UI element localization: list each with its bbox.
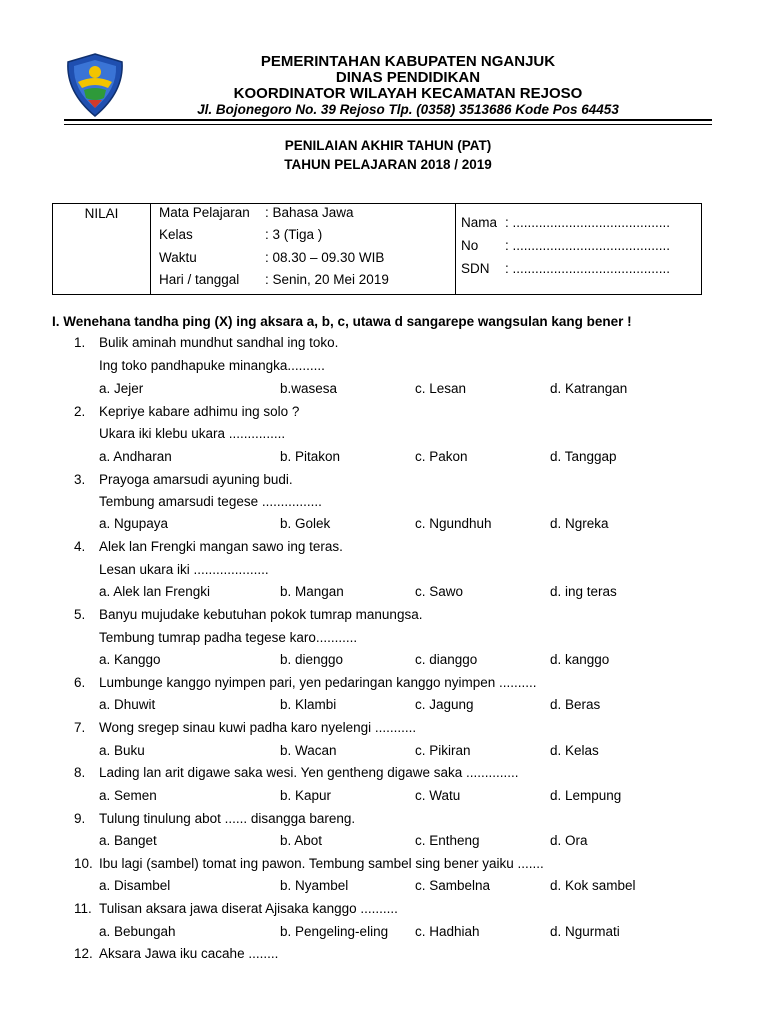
option-b[interactable]: b.wasesa: [280, 381, 338, 396]
question-text: Tulung tinulung abot ...... disangga bareng.: [99, 811, 356, 826]
option-a[interactable]: a. Semen: [99, 788, 157, 803]
time-label: Waktu: [159, 250, 197, 265]
subject-label: Mata Pelajaran: [159, 205, 250, 220]
date-value: : Senin, 20 Mei 2019: [265, 272, 389, 287]
question-text: Tembung amarsudi tegese ................: [99, 494, 322, 509]
header-coordinator: KOORDINATOR WILAYAH KECAMATAN REJOSO: [233, 85, 583, 102]
question-text: Ibu lagi (sambel) tomat ing pawon. Tembung sambel sing bener yaiku .......: [99, 856, 544, 871]
option-c[interactable]: c. Ngundhuh: [415, 516, 492, 531]
option-a[interactable]: a. Jejer: [99, 381, 144, 396]
question-text: Lumbunge kanggo nyimpen pari, yen pedaringan kanggo nyimpen ..........: [99, 675, 537, 690]
question-number: 12.: [74, 946, 93, 961]
school-field[interactable]: : ..........................................: [505, 261, 671, 276]
section-instruction: I. Wenehana tandha ping (X) ing aksara a, b, c, utawa d sangarepe wangsulan kang bener !: [52, 314, 632, 329]
option-b[interactable]: b. Wacan: [280, 743, 337, 758]
option-c[interactable]: c. Sawo: [415, 584, 464, 599]
option-d[interactable]: d. Beras: [550, 697, 601, 712]
option-c[interactable]: c. Sambelna: [415, 878, 491, 893]
option-a[interactable]: a. Disambel: [99, 878, 171, 893]
option-b[interactable]: b. Golek: [280, 516, 331, 531]
option-b[interactable]: b. dienggo: [280, 652, 344, 667]
option-a[interactable]: a. Andharan: [99, 449, 172, 464]
header-department: DINAS PENDIDIKAN: [335, 69, 481, 86]
school-label: SDN: [461, 261, 490, 276]
question-text: Ing toko pandhapuke minangka..........: [99, 358, 325, 373]
option-a[interactable]: a. Dhuwit: [99, 697, 156, 712]
option-b[interactable]: b. Mangan: [280, 584, 344, 599]
score-label: NILAI: [84, 206, 119, 221]
option-b[interactable]: b. Nyambel: [280, 878, 349, 893]
question-text: Tembung tumrap padha tegese karo...........: [99, 630, 358, 645]
question-text: Banyu mujudake kebutuhan pokok tumrap manungsa.: [99, 607, 423, 622]
option-d[interactable]: d. Kelas: [550, 743, 599, 758]
question-text: Alek lan Frengki mangan sawo ing teras.: [99, 539, 343, 554]
question-number: 5.: [74, 607, 86, 622]
option-a[interactable]: a. Bebungah: [99, 924, 176, 939]
question-number: 4.: [74, 539, 86, 554]
class-value: : 3 (Tiga ): [265, 227, 323, 242]
question-text: Ukara iki klebu ukara ...............: [99, 426, 286, 441]
question-text: Wong sregep sinau kuwi padha karo nyelengi ...........: [99, 720, 417, 735]
question-text: Lading lan arit digawe saka wesi. Yen gentheng digawe saka ..............: [99, 765, 519, 780]
question-text: Tulisan aksara jawa diserat Ajisaka kanggo ..........: [99, 901, 398, 916]
question-number: 7.: [74, 720, 86, 735]
question-number: 1.: [74, 335, 86, 350]
option-b[interactable]: b. Abot: [280, 833, 323, 848]
header-address: Jl. Bojonegoro No. 39 Rejoso Tlp. (0358) 3513686 Kode Pos 64453: [197, 102, 619, 117]
number-label: No: [461, 238, 479, 253]
option-c[interactable]: c. Watu: [415, 788, 461, 803]
number-field[interactable]: : ..........................................: [505, 238, 671, 253]
academic-year: TAHUN PELAJARAN 2018 / 2019: [284, 157, 492, 172]
header-rule-thick: [64, 119, 712, 121]
question-number: 10.: [74, 856, 93, 871]
option-d[interactable]: d. Tanggap: [550, 449, 617, 464]
name-label: Nama: [461, 215, 498, 230]
header-government: PEMERINTAHAN KABUPATEN NGANJUK: [260, 53, 556, 70]
exam-title: PENILAIAN AKHIR TAHUN (PAT): [284, 138, 492, 153]
question-text: Lesan ukara iki ....................: [99, 562, 269, 577]
option-c[interactable]: c. Pikiran: [415, 743, 471, 758]
option-d[interactable]: d. kanggo: [550, 652, 610, 667]
name-field[interactable]: : ..........................................: [505, 215, 671, 230]
option-a[interactable]: a. Alek lan Frengki: [99, 584, 211, 599]
option-c[interactable]: c. Lesan: [415, 381, 467, 396]
option-b[interactable]: b. Pengeling-eling: [280, 924, 389, 939]
question-number: 6.: [74, 675, 86, 690]
option-c[interactable]: c. Entheng: [415, 833, 480, 848]
option-d[interactable]: d. Ngreka: [550, 516, 609, 531]
question-number: 11.: [74, 901, 92, 916]
header-rule-thin: [64, 124, 712, 125]
option-d[interactable]: d. Ora: [550, 833, 588, 848]
question-text: Prayoga amarsudi ayuning budi.: [99, 472, 293, 487]
question-number: 2.: [74, 404, 86, 419]
option-c[interactable]: c. dianggo: [415, 652, 478, 667]
option-b[interactable]: b. Pitakon: [280, 449, 341, 464]
option-a[interactable]: a. Buku: [99, 743, 145, 758]
option-b[interactable]: b. Kapur: [280, 788, 332, 803]
class-label: Kelas: [159, 227, 193, 242]
option-c[interactable]: c. Pakon: [415, 449, 468, 464]
option-a[interactable]: a. Banget: [99, 833, 157, 848]
question-text: Kepriye kabare adhimu ing solo ?: [99, 404, 300, 419]
option-d[interactable]: d. Kok sambel: [550, 878, 636, 893]
option-c[interactable]: c. Jagung: [415, 697, 474, 712]
subject-value: : Bahasa Jawa: [265, 205, 354, 220]
question-number: 9.: [74, 811, 86, 826]
option-a[interactable]: a. Kanggo: [99, 652, 161, 667]
date-label: Hari / tanggal: [159, 272, 240, 287]
option-d[interactable]: d. Katrangan: [550, 381, 628, 396]
option-d[interactable]: d. Lempung: [550, 788, 622, 803]
question-number: 3.: [74, 472, 86, 487]
option-d[interactable]: d. ing teras: [550, 584, 617, 599]
question-text: Aksara Jawa iku cacahe ........: [99, 946, 279, 961]
time-value: : 08.30 – 09.30 WIB: [265, 250, 385, 265]
option-b[interactable]: b. Klambi: [280, 697, 337, 712]
option-a[interactable]: a. Ngupaya: [99, 516, 169, 531]
regency-emblem-logo: [64, 52, 126, 118]
option-c[interactable]: c. Hadhiah: [415, 924, 480, 939]
question-number: 8.: [74, 765, 86, 780]
option-d[interactable]: d. Ngurmati: [550, 924, 620, 939]
question-text: Bulik aminah mundhut sandhal ing toko.: [99, 335, 339, 350]
exam-info-box: [52, 203, 702, 295]
